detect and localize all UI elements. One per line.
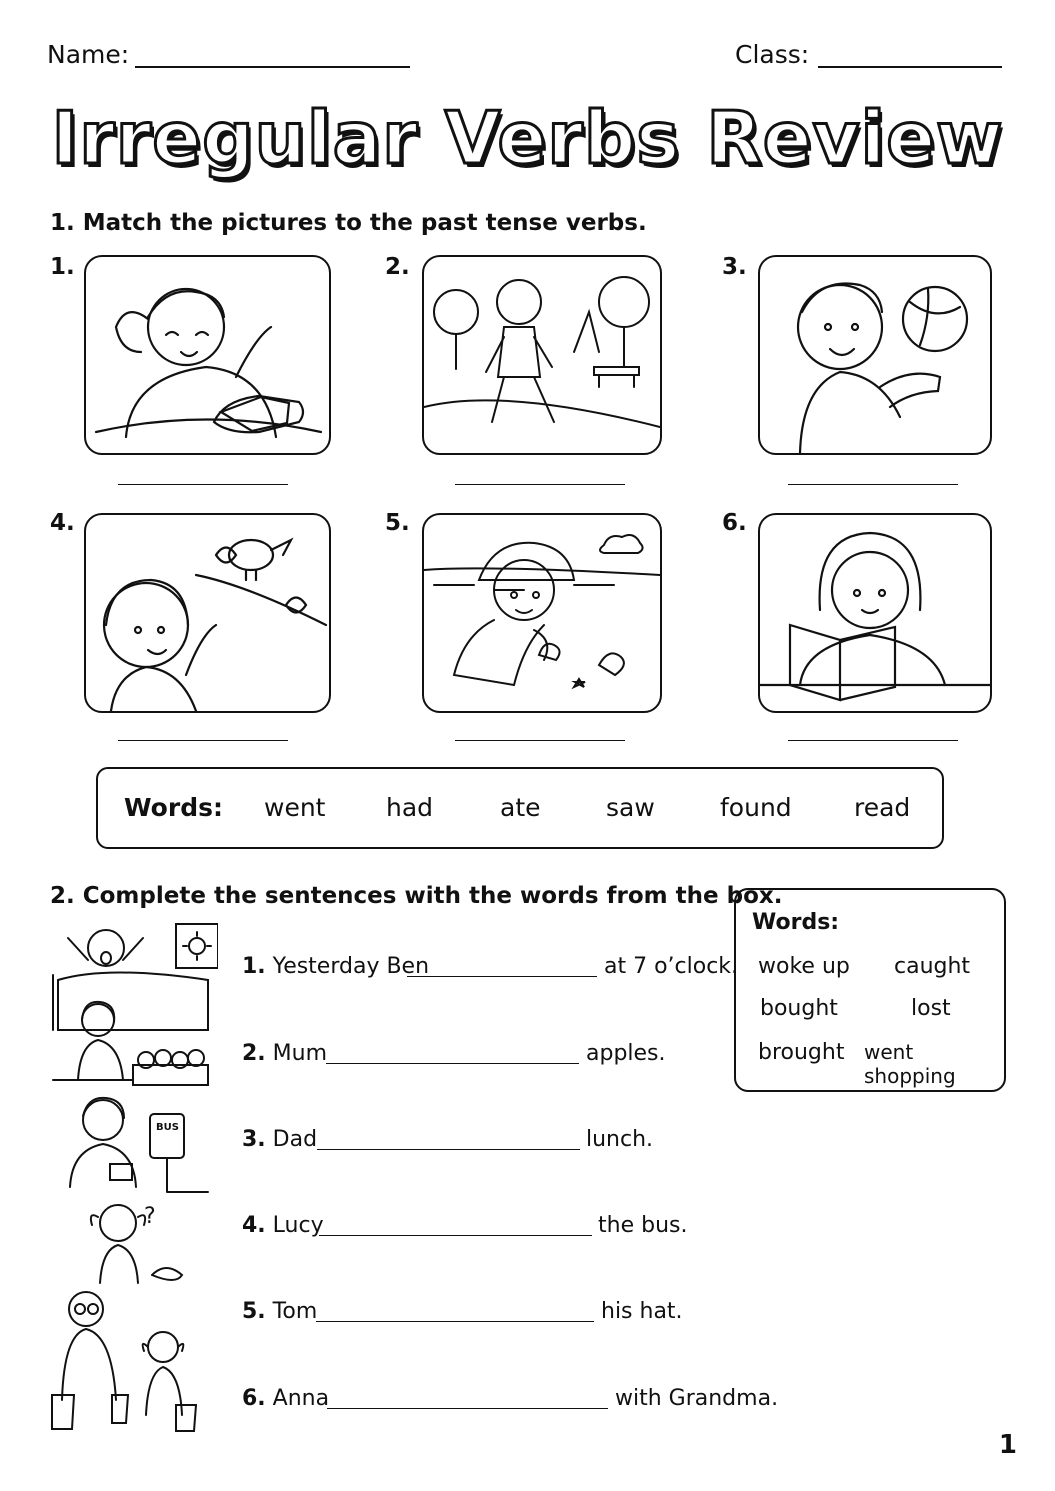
word-had: had <box>386 793 434 822</box>
class-label: Class: <box>735 40 810 69</box>
section1-heading: 1. Match the pictures to the past tense verbs. <box>50 210 647 236</box>
word-caught: caught <box>894 954 971 979</box>
sentence-1-after: at 7 o’clock. <box>604 954 739 979</box>
sentence-5-blank[interactable] <box>316 1321 594 1322</box>
sentence-5-before: Tom <box>272 1299 318 1324</box>
sentence-2-blank[interactable] <box>326 1063 579 1064</box>
sentence-2-number: 2. <box>242 1041 266 1066</box>
word-ate: ate <box>500 793 541 822</box>
section2-heading: 2. Complete the sentences with the words from the box. <box>50 883 783 909</box>
word-went-shopping: went shopping <box>864 1040 956 1088</box>
word-bank-2-label: Words: <box>752 910 840 935</box>
sentence-2 <box>242 1041 327 1066</box>
picture-number-4: 4. <box>50 510 75 536</box>
word-brought: brought <box>758 1040 845 1065</box>
picture-number-2: 2. <box>385 254 410 280</box>
picture-number-3: 3. <box>722 254 747 280</box>
sentence-5 <box>242 1299 317 1324</box>
sentence-4 <box>242 1213 324 1238</box>
sentence-1-before: Yesterday Ben <box>272 954 430 979</box>
girl-reading-book-icon <box>758 513 992 713</box>
word-bought: bought <box>760 996 838 1021</box>
anna-shopping-grandma-icon <box>48 1285 218 1435</box>
page-title: Irregular Verbs Review <box>51 96 1004 180</box>
word-read: read <box>854 793 911 822</box>
sentence-2-before: Mum <box>272 1041 328 1066</box>
sentence-3-before: Dad <box>272 1127 318 1152</box>
question-mark: ? <box>144 1204 156 1229</box>
word-bank-2 <box>734 888 1006 1092</box>
dad-bringing-lunch-icon <box>48 1092 218 1197</box>
sentence-1 <box>242 954 429 979</box>
sentence-4-before: Lucy <box>272 1213 324 1238</box>
answer-line-3[interactable] <box>788 484 958 485</box>
sentence-4-number: 4. <box>242 1213 266 1238</box>
sentence-3-after: lunch. <box>586 1127 654 1152</box>
sentence-3-number: 3. <box>242 1127 266 1152</box>
name-line[interactable] <box>135 66 410 68</box>
sentence-5-after: his hat. <box>601 1299 683 1324</box>
boy-catching-ball-icon <box>758 255 992 455</box>
sentence-6-before: Anna <box>272 1386 330 1411</box>
word-bank-1-label: Words: <box>124 793 223 822</box>
sentence-4-after: the bus. <box>598 1213 688 1238</box>
bus-sign-text: BUS <box>156 1122 179 1133</box>
sentence-1-blank[interactable] <box>407 976 597 977</box>
answer-line-1[interactable] <box>118 484 288 485</box>
sentence-6-after: with Grandma. <box>615 1386 779 1411</box>
boy-walking-park-icon <box>422 255 662 455</box>
answer-line-5[interactable] <box>455 740 625 741</box>
sentence-4-blank[interactable] <box>319 1235 592 1236</box>
boy-finding-shells-icon <box>422 513 662 713</box>
page-number: 1 <box>998 1430 1017 1460</box>
picture-number-1: 1. <box>50 254 75 280</box>
sentence-1-number: 1. <box>242 954 266 979</box>
word-saw: saw <box>606 793 655 822</box>
sentence-3-blank[interactable] <box>317 1149 580 1150</box>
mum-buying-apples-icon <box>48 1000 218 1090</box>
sentence-3 <box>242 1127 317 1152</box>
word-found: found <box>720 793 792 822</box>
class-line[interactable] <box>818 66 1002 68</box>
word-bank-1 <box>96 767 944 849</box>
name-label: Name: <box>47 40 130 69</box>
picture-number-5: 5. <box>385 510 410 536</box>
word-lost: lost <box>911 996 951 1021</box>
girl-eating-cake-icon <box>84 255 331 455</box>
picture-number-6: 6. <box>722 510 747 536</box>
word-went: went <box>264 793 326 822</box>
girl-pointing-bird-icon <box>84 513 331 713</box>
sentence-6-blank[interactable] <box>327 1408 608 1409</box>
sentence-6-number: 6. <box>242 1386 266 1411</box>
sentence-5-number: 5. <box>242 1299 266 1324</box>
sentence-6 <box>242 1386 329 1411</box>
answer-line-2[interactable] <box>455 484 625 485</box>
answer-line-4[interactable] <box>118 740 288 741</box>
sentence-2-after: apples. <box>586 1041 666 1066</box>
answer-line-6[interactable] <box>788 740 958 741</box>
word-woke-up: woke up <box>758 954 850 979</box>
